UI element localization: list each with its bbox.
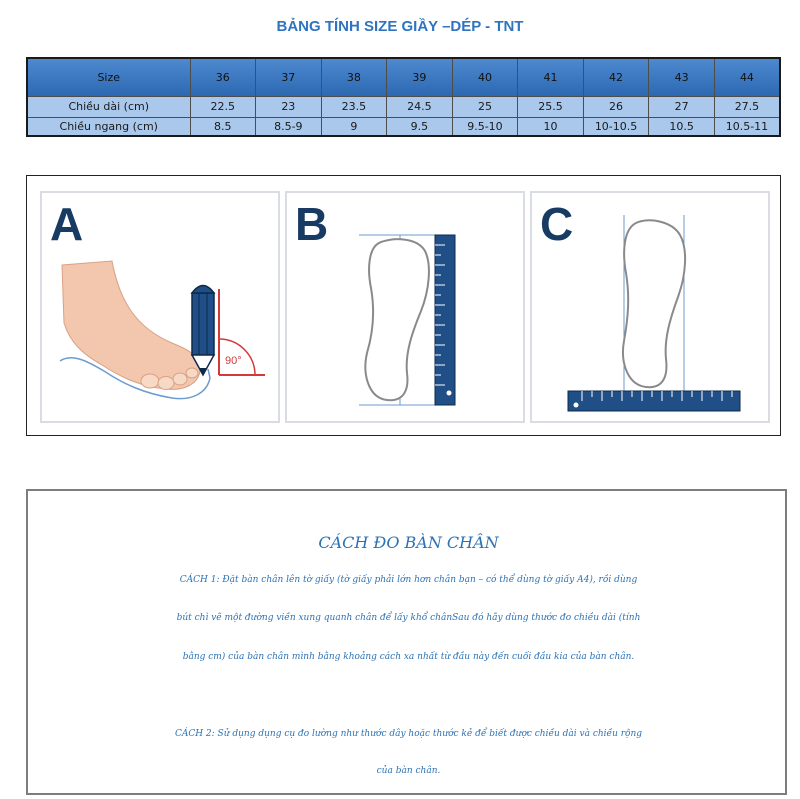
footprint-icon bbox=[623, 220, 685, 387]
instruction-line: CÁCH 1: Đặt bàn chân lên tờ giấy (tờ giấy phải lớn hơn chân bạn – có thể dùng tờ giấy A4), rồi dùng bbox=[179, 575, 638, 585]
table-cell: 23.5 bbox=[321, 96, 387, 117]
table-header-cell: 39 bbox=[387, 58, 453, 96]
table-header-cell: 37 bbox=[256, 58, 322, 96]
page-title: BẢNG TÍNH SIZE GIẦY –DÉP - TNT bbox=[276, 18, 524, 35]
panel-b-letter: B bbox=[295, 198, 329, 250]
table-cell: 8.5-9 bbox=[256, 117, 322, 136]
pencil-icon bbox=[192, 286, 214, 376]
table-header-cell: 36 bbox=[190, 58, 256, 96]
size-table bbox=[26, 57, 781, 137]
table-cell: 10-10.5 bbox=[583, 117, 649, 136]
table-cell: 8.5 bbox=[190, 117, 256, 136]
table-cell: 27.5 bbox=[714, 96, 780, 117]
panel-a bbox=[40, 191, 280, 423]
table-cell: 24.5 bbox=[387, 96, 453, 117]
table-cell: 23 bbox=[256, 96, 322, 117]
table-cell: 27 bbox=[649, 96, 715, 117]
row-label: Chiều dài (cm) bbox=[27, 96, 190, 117]
ruler-icon bbox=[435, 235, 455, 405]
table-row bbox=[27, 117, 780, 136]
table-header-cell: 43 bbox=[649, 58, 715, 96]
table-header-cell: 44 bbox=[714, 58, 780, 96]
table-header-cell: Size bbox=[27, 58, 190, 96]
table-header-row bbox=[27, 58, 780, 96]
table-cell: 9.5 bbox=[387, 117, 453, 136]
toe-icon bbox=[173, 373, 187, 385]
panel-c bbox=[530, 191, 770, 423]
table-cell: 10.5-11 bbox=[714, 117, 780, 136]
footprint-icon bbox=[365, 239, 428, 400]
measurement-illustration bbox=[26, 175, 781, 436]
instructions-heading: CÁCH ĐO BÀN CHÂN bbox=[318, 533, 499, 552]
foot-icon bbox=[62, 261, 200, 389]
table-header-cell: 38 bbox=[321, 58, 387, 96]
instruction-line: CÁCH 2: Sử dụng dụng cụ đo lường như thước dây hoặc thước kẻ để biết được chiều dài và chiều rộng bbox=[174, 729, 643, 739]
instructions-box bbox=[26, 489, 787, 795]
toe-icon bbox=[141, 374, 159, 388]
table-header-cell: 42 bbox=[583, 58, 649, 96]
table-cell: 26 bbox=[583, 96, 649, 117]
toe-icon bbox=[186, 368, 198, 378]
panel-b bbox=[285, 191, 525, 423]
angle-label: 90° bbox=[225, 355, 242, 367]
toe-icon bbox=[158, 377, 174, 390]
table-cell: 9 bbox=[321, 117, 387, 136]
instruction-line: của bàn chân. bbox=[376, 766, 441, 776]
table-row bbox=[27, 96, 780, 117]
instruction-line: bằng cm) của bàn chân mình bằng khoảng cách xa nhất từ đầu này đến cuối đầu kia của bàn chân. bbox=[182, 652, 635, 662]
panel-c-letter: C bbox=[540, 198, 574, 250]
table-cell: 10.5 bbox=[649, 117, 715, 136]
ruler-icon bbox=[568, 391, 740, 411]
row-label: Chiều ngang (cm) bbox=[27, 117, 190, 136]
panel-a-letter: A bbox=[50, 198, 84, 250]
table-header-cell: 40 bbox=[452, 58, 518, 96]
table-cell: 9.5-10 bbox=[452, 117, 518, 136]
table-cell: 10 bbox=[518, 117, 584, 136]
table-cell: 25 bbox=[452, 96, 518, 117]
table-header-cell: 41 bbox=[518, 58, 584, 96]
instruction-line: bút chì vẽ một đường viền xung quanh chân để lấy khổ chânSau đó hãy dùng thước đo chiều dài (tính bbox=[176, 613, 641, 623]
table-cell: 22.5 bbox=[190, 96, 256, 117]
table-cell: 25.5 bbox=[518, 96, 584, 117]
